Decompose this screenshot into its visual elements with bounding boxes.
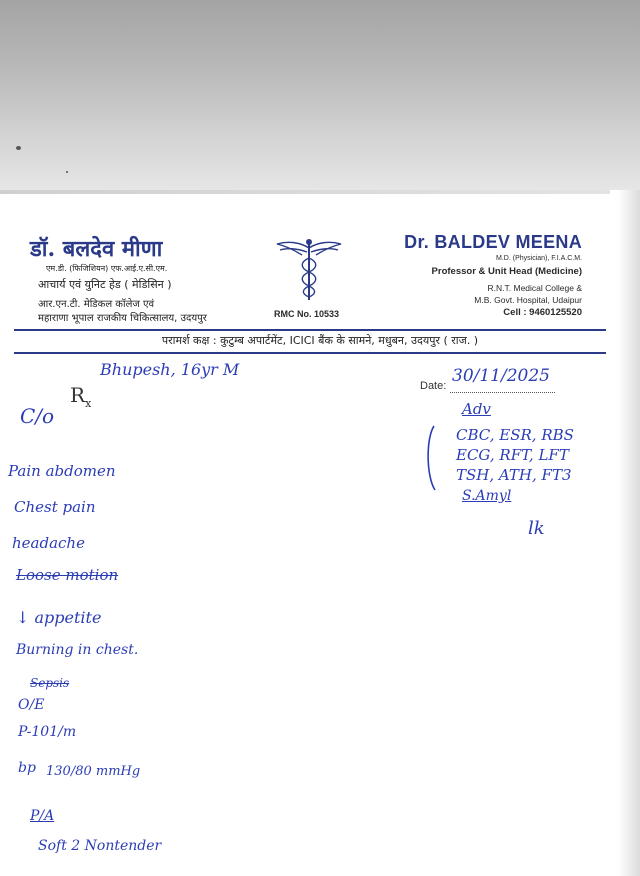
exam-label: O/E (18, 697, 45, 713)
hospital-hindi: महाराणा भूपाल राजकीय चिकित्सालय, उदयपुर (38, 313, 207, 324)
bp-reading: 130/80 mmHg (46, 764, 141, 779)
bracket-mark (424, 424, 438, 494)
doctor-name-hindi: डॉ. बलदेव मीणा (30, 236, 163, 262)
struck-note: Sepsis (30, 676, 70, 690)
doctor-name-english: Dr. BALDEV MEENA (404, 232, 582, 252)
speck (66, 171, 68, 173)
date-label: Date: (420, 380, 447, 392)
investigation-line: S.Amyl (462, 488, 512, 504)
consultation-address: परामर्श कक्ष : कुटुम्ब अपार्टमेंट, ICICI बैंक के सामने, मधुबन, उदयपुर ( राज. ) (161, 334, 479, 347)
caduceus-icon (274, 236, 344, 302)
investigations-title: Adv (462, 400, 491, 418)
header-rule-bottom (14, 352, 606, 354)
college-english: R.N.T. Medical College & (487, 283, 582, 293)
complaint-item: Loose motion (16, 566, 119, 584)
cell-number: Cell : 9460125520 (503, 307, 582, 318)
complaint-item: Burning in chest. (16, 642, 139, 658)
header-rule-top (14, 329, 606, 331)
pa-note: Soft 2 Nontender (38, 838, 162, 854)
complaint-item: ↓ appetite (16, 608, 102, 627)
doctor-initials: lk (528, 518, 545, 539)
investigation-line: TSH, ATH, FT3 (456, 466, 572, 484)
clinical-label: C/o (20, 404, 55, 428)
speck (16, 146, 21, 150)
rx-symbol (70, 383, 91, 410)
pulse-reading: P-101/m (18, 724, 77, 740)
complaint-item: Pain abdomen (8, 462, 116, 480)
qualification-hindi: एम.डी. (फिजिशियन) एफ.आई.ए.सी.एम. (46, 264, 168, 273)
designation-english: Professor & Unit Head (Medicine) (431, 266, 582, 277)
rmc-number: RMC No. 10533 (274, 309, 340, 319)
scan-shadow (618, 190, 640, 876)
hospital-english: M.B. Govt. Hospital, Udaipur (474, 295, 582, 305)
complaint-item: Chest pain (14, 498, 96, 516)
paper-edge (0, 190, 610, 194)
rx-letter: R (70, 383, 86, 407)
pa-label: P/A (30, 808, 55, 824)
scan-background (0, 0, 640, 190)
designation-hindi: आचार्य एवं युनिट हेड ( मेडिसिन ) (38, 278, 172, 291)
investigation-line: CBC, ESR, RBS (456, 426, 574, 444)
complaint-item: headache (12, 534, 85, 552)
college-hindi: आर.एन.टी. मेडिकल कॉलेज एवं (38, 299, 155, 310)
date-line (450, 392, 555, 393)
qualification-english: M.D. (Physician), F.I.A.C.M. (496, 255, 582, 262)
patient-details: Bhupesh, 16yr M (100, 360, 240, 379)
bp-label: bp (18, 760, 36, 776)
investigation-line: ECG, RFT, LFT (456, 446, 569, 464)
rx-sub: x (85, 397, 92, 410)
date-value: 30/11/2025 (452, 366, 550, 386)
